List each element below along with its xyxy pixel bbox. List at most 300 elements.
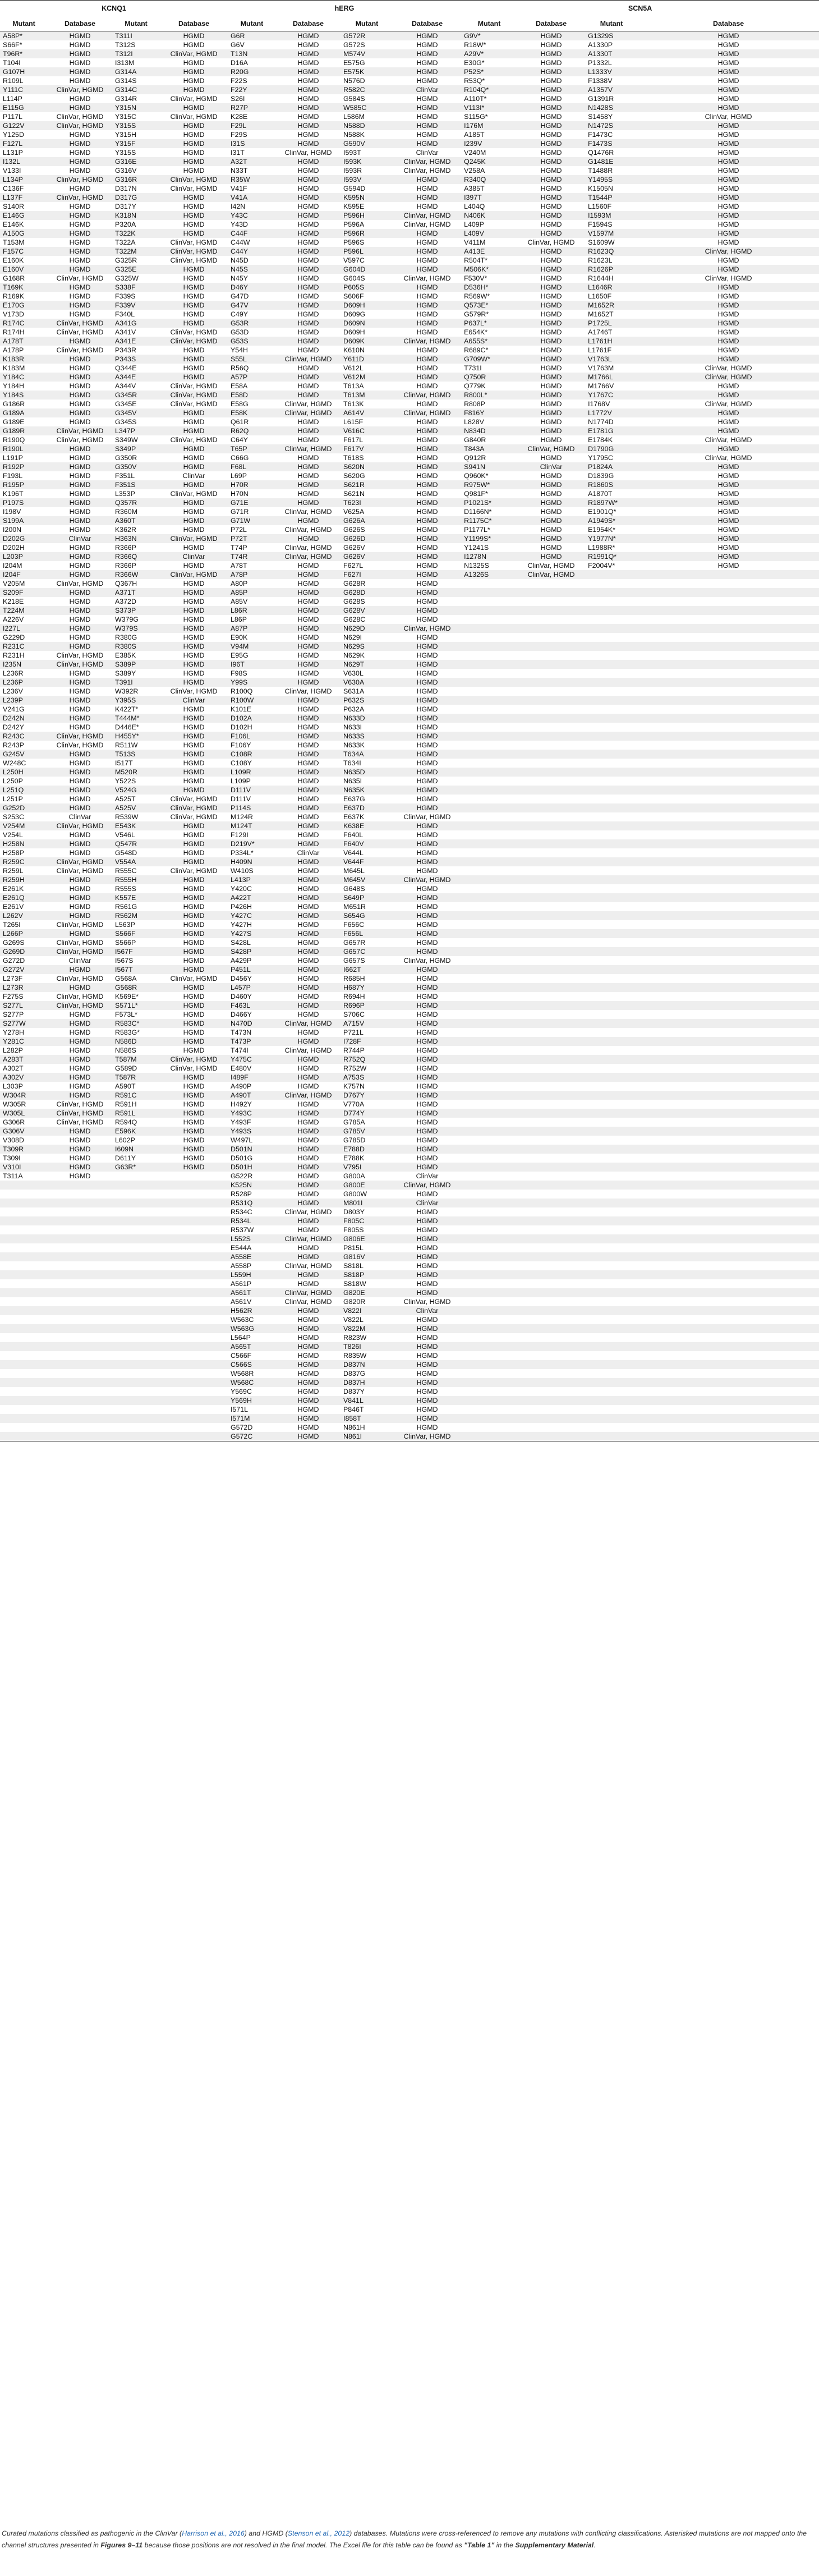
- mutant-cell: [0, 1387, 48, 1396]
- mutant-cell: D609K: [341, 337, 393, 346]
- table-row: [0, 1396, 819, 1405]
- database-cell: [160, 1324, 228, 1333]
- database-cell: [638, 768, 819, 777]
- mutant-cell: G6V: [228, 40, 276, 49]
- mutant-cell: [461, 1432, 517, 1441]
- database-cell: [517, 920, 585, 929]
- mutant-cell: R555H: [112, 875, 160, 884]
- mutant-cell: G820R: [341, 1297, 393, 1306]
- mutant-cell: N629I: [341, 633, 393, 642]
- mutant-cell: W568C: [228, 1378, 276, 1387]
- mutant-cell: Y1795C: [585, 453, 638, 462]
- mutant-cell: D609H: [341, 328, 393, 337]
- database-cell: HGMD: [393, 669, 461, 678]
- table-row: [0, 480, 819, 489]
- database-cell: ClinVar, HGMD: [160, 534, 228, 543]
- database-cell: ClinVar, HGMD: [48, 1118, 112, 1127]
- database-cell: HGMD: [276, 561, 341, 570]
- mutant-cell: N586S: [112, 1046, 160, 1055]
- mutant-cell: R109L: [0, 76, 48, 85]
- mutant-cell: A57P: [228, 373, 276, 382]
- database-cell: [638, 1037, 819, 1046]
- mutant-cell: [0, 1315, 48, 1324]
- mutant-cell: M645L: [341, 866, 393, 875]
- database-cell: HGMD: [276, 947, 341, 956]
- mutant-cell: [112, 1360, 160, 1369]
- mutant-cell: A85V: [228, 597, 276, 606]
- mutant-cell: F1338V: [585, 76, 638, 85]
- database-cell: HGMD: [393, 1010, 461, 1019]
- database-cell: [48, 1423, 112, 1432]
- mutant-cell: D102A: [228, 714, 276, 723]
- database-cell: HGMD: [517, 417, 585, 426]
- mutant-cell: G785A: [341, 1118, 393, 1127]
- database-cell: HGMD: [517, 534, 585, 543]
- database-cell: HGMD: [48, 561, 112, 570]
- database-cell: HGMD: [48, 1046, 112, 1055]
- database-cell: HGMD: [393, 471, 461, 480]
- mutant-cell: S621R: [341, 480, 393, 489]
- mutant-cell: T843A: [461, 444, 517, 453]
- mutant-cell: G785V: [341, 1127, 393, 1136]
- mutant-cell: V113I*: [461, 103, 517, 112]
- database-cell: HGMD: [393, 893, 461, 902]
- mutant-cell: I397T: [461, 193, 517, 202]
- table-row: [0, 615, 819, 624]
- mutant-cell: I227L: [0, 624, 48, 633]
- database-cell: HGMD: [393, 1145, 461, 1154]
- mutant-cell: L586M: [341, 112, 393, 121]
- mutant-cell: L602P: [112, 1136, 160, 1145]
- mutant-cell: [585, 579, 638, 588]
- mutant-cell: D242Y: [0, 723, 48, 732]
- database-cell: ClinVar, HGMD: [48, 660, 112, 669]
- database-cell: HGMD: [160, 408, 228, 417]
- mutant-cell: T322K: [112, 229, 160, 238]
- database-cell: HGMD: [276, 1181, 341, 1190]
- column-header-database: Database: [160, 16, 228, 31]
- database-cell: HGMD: [393, 1118, 461, 1127]
- database-cell: HGMD: [276, 597, 341, 606]
- mutant-cell: V241G: [0, 705, 48, 714]
- caption-reference-link[interactable]: Stenson et al., 2012: [287, 2529, 350, 2537]
- database-cell: HGMD: [393, 570, 461, 579]
- mutant-cell: V310I: [0, 1163, 48, 1172]
- table-row: [0, 453, 819, 462]
- mutant-cell: E1954K*: [585, 525, 638, 534]
- database-cell: [638, 642, 819, 651]
- mutant-cell: M124R: [228, 812, 276, 821]
- mutant-cell: D317Y: [112, 202, 160, 211]
- mutant-cell: R583G*: [112, 1028, 160, 1037]
- database-cell: HGMD: [276, 426, 341, 435]
- database-cell: HGMD: [160, 606, 228, 615]
- table-row: [0, 31, 819, 41]
- mutant-cell: R243P: [0, 741, 48, 750]
- database-cell: HGMD: [517, 507, 585, 516]
- mutant-cell: K183M: [0, 364, 48, 373]
- mutant-cell: I1593M: [585, 211, 638, 220]
- database-cell: [517, 1297, 585, 1306]
- database-cell: HGMD: [393, 462, 461, 471]
- mutant-cell: N406K: [461, 211, 517, 220]
- database-cell: HGMD: [638, 121, 819, 130]
- mutant-cell: G709W*: [461, 355, 517, 364]
- database-cell: [517, 1127, 585, 1136]
- mutant-cell: R504T*: [461, 256, 517, 265]
- database-cell: HGMD: [160, 480, 228, 489]
- mutant-cell: H492Y: [228, 1100, 276, 1109]
- database-cell: ClinVar, HGMD: [160, 795, 228, 803]
- table-row: [0, 507, 819, 516]
- database-cell: HGMD: [393, 202, 461, 211]
- database-cell: [638, 795, 819, 803]
- mutant-cell: Y315F: [112, 139, 160, 148]
- column-header-mutant: Mutant: [228, 16, 276, 31]
- mutant-cell: A341E: [112, 337, 160, 346]
- database-cell: HGMD: [48, 202, 112, 211]
- database-cell: [638, 1252, 819, 1261]
- database-cell: HGMD: [48, 543, 112, 552]
- mutant-cell: A1870T: [585, 489, 638, 498]
- database-cell: HGMD: [48, 1073, 112, 1082]
- table-row: [0, 1001, 819, 1010]
- database-cell: HGMD: [276, 1387, 341, 1396]
- database-cell: HGMD: [638, 417, 819, 426]
- table-row: [0, 274, 819, 283]
- mutant-cell: S620G: [341, 471, 393, 480]
- mutant-cell: [461, 947, 517, 956]
- mutant-cell: A185T: [461, 130, 517, 139]
- mutant-cell: T731I: [461, 364, 517, 373]
- mutant-cell: [461, 983, 517, 992]
- database-cell: [638, 884, 819, 893]
- mutant-cell: N1774D: [585, 417, 638, 426]
- mutant-cell: [461, 687, 517, 696]
- database-cell: HGMD: [276, 283, 341, 292]
- mutant-cell: I1768V: [585, 400, 638, 408]
- table-body: [0, 31, 819, 1441]
- database-cell: HGMD: [393, 1109, 461, 1118]
- mutant-cell: [585, 597, 638, 606]
- mutant-cell: Y420C: [228, 884, 276, 893]
- mutant-cell: [461, 1118, 517, 1127]
- database-cell: HGMD: [276, 256, 341, 265]
- mutant-cell: G626V: [341, 543, 393, 552]
- database-cell: HGMD: [276, 705, 341, 714]
- mutant-cell: D774Y: [341, 1109, 393, 1118]
- table-row: [0, 570, 819, 579]
- database-cell: ClinVar, HGMD: [160, 94, 228, 103]
- database-cell: HGMD: [160, 355, 228, 364]
- database-cell: [638, 570, 819, 579]
- mutant-cell: I204M: [0, 561, 48, 570]
- database-cell: HGMD: [276, 642, 341, 651]
- database-cell: [517, 615, 585, 624]
- mutant-cell: I662T: [341, 965, 393, 974]
- mutant-cell: I593V: [341, 175, 393, 184]
- database-cell: [638, 1279, 819, 1288]
- mutant-cell: F805C: [341, 1216, 393, 1225]
- table-row: [0, 1082, 819, 1091]
- mutant-cell: R569W*: [461, 292, 517, 301]
- database-cell: HGMD: [276, 1423, 341, 1432]
- database-cell: HGMD: [160, 983, 228, 992]
- database-cell: ClinVar: [160, 696, 228, 705]
- database-cell: ClinVar, HGMD: [276, 1207, 341, 1216]
- database-cell: [160, 1378, 228, 1387]
- database-cell: HGMD: [160, 768, 228, 777]
- mutant-cell: [461, 1028, 517, 1037]
- mutant-cell: F656L: [341, 929, 393, 938]
- mutant-cell: [461, 830, 517, 839]
- mutant-cell: G122V: [0, 121, 48, 130]
- database-cell: ClinVar, HGMD: [276, 444, 341, 453]
- mutant-cell: I858T: [341, 1414, 393, 1423]
- database-cell: [48, 1369, 112, 1378]
- mutant-cell: Y493C: [228, 1109, 276, 1118]
- database-cell: HGMD: [160, 193, 228, 202]
- mutant-cell: [461, 803, 517, 812]
- mutant-cell: V524G: [112, 786, 160, 795]
- mutant-cell: Y475C: [228, 1055, 276, 1064]
- mutant-cell: [585, 669, 638, 678]
- mutant-cell: W305R: [0, 1100, 48, 1109]
- database-cell: ClinVar, HGMD: [638, 400, 819, 408]
- database-cell: HGMD: [517, 193, 585, 202]
- mutant-cell: [0, 1378, 48, 1387]
- database-cell: ClinVar, HGMD: [393, 166, 461, 175]
- database-cell: HGMD: [276, 112, 341, 121]
- mutant-cell: K595E: [341, 202, 393, 211]
- database-cell: HGMD: [48, 355, 112, 364]
- mutant-cell: [585, 588, 638, 597]
- database-cell: [517, 588, 585, 597]
- database-cell: HGMD: [276, 750, 341, 759]
- database-cell: HGMD: [393, 1423, 461, 1432]
- database-cell: ClinVar, HGMD: [160, 1064, 228, 1073]
- mutant-cell: [585, 1369, 638, 1378]
- database-cell: [638, 1118, 819, 1127]
- mutant-cell: L69P: [228, 471, 276, 480]
- database-cell: HGMD: [160, 1037, 228, 1046]
- database-cell: HGMD: [48, 516, 112, 525]
- mutant-cell: C136F: [0, 184, 48, 193]
- database-cell: HGMD: [517, 453, 585, 462]
- database-cell: HGMD: [638, 94, 819, 103]
- database-cell: HGMD: [48, 373, 112, 382]
- mutant-cell: R231H: [0, 651, 48, 660]
- mutant-cell: [112, 1342, 160, 1351]
- database-cell: HGMD: [638, 67, 819, 76]
- mutant-cell: D501G: [228, 1154, 276, 1163]
- mutant-cell: [585, 723, 638, 732]
- mutant-cell: S26I: [228, 94, 276, 103]
- mutant-cell: [112, 1333, 160, 1342]
- mutant-cell: P117L: [0, 112, 48, 121]
- database-cell: HGMD: [276, 1378, 341, 1387]
- mutant-cell: T613A: [341, 382, 393, 391]
- mutant-cell: [461, 597, 517, 606]
- database-cell: HGMD: [393, 857, 461, 866]
- mutant-cell: G800A: [341, 1172, 393, 1181]
- mutant-cell: [461, 1019, 517, 1028]
- database-cell: HGMD: [160, 651, 228, 660]
- mutant-cell: L191P: [0, 453, 48, 462]
- mutant-cell: S209F: [0, 588, 48, 597]
- database-cell: HGMD: [638, 444, 819, 453]
- mutant-cell: [461, 1207, 517, 1216]
- mutant-cell: L266P: [0, 929, 48, 938]
- database-cell: HGMD: [276, 1279, 341, 1288]
- mutant-cell: G800W: [341, 1190, 393, 1199]
- mutant-cell: [585, 1306, 638, 1315]
- database-cell: HGMD: [276, 821, 341, 830]
- table-row: [0, 830, 819, 839]
- table-row: [0, 732, 819, 741]
- mutant-cell: F98S: [228, 669, 276, 678]
- database-cell: ClinVar, HGMD: [276, 1091, 341, 1100]
- database-cell: HGMD: [276, 1360, 341, 1369]
- database-cell: HGMD: [276, 803, 341, 812]
- database-cell: HGMD: [517, 426, 585, 435]
- mutant-cell: G306R: [0, 1118, 48, 1127]
- mutant-cell: S199A: [0, 516, 48, 525]
- mutant-cell: I593K: [341, 157, 393, 166]
- database-cell: HGMD: [393, 1414, 461, 1423]
- database-cell: [517, 579, 585, 588]
- table-row: [0, 678, 819, 687]
- database-cell: ClinVar, HGMD: [276, 525, 341, 534]
- mutant-cell: M1652R: [585, 301, 638, 310]
- database-cell: [517, 1324, 585, 1333]
- mutant-cell: P815L: [341, 1243, 393, 1252]
- database-cell: HGMD: [276, 247, 341, 256]
- mutant-cell: V841L: [341, 1396, 393, 1405]
- database-cell: HGMD: [393, 1046, 461, 1055]
- mutant-cell: C108Y: [228, 759, 276, 768]
- mutant-cell: N629T: [341, 660, 393, 669]
- database-cell: HGMD: [276, 382, 341, 391]
- database-cell: HGMD: [276, 911, 341, 920]
- mutant-cell: R195P: [0, 480, 48, 489]
- database-cell: HGMD: [276, 346, 341, 355]
- mutant-cell: [461, 1010, 517, 1019]
- mutant-cell: D837G: [341, 1369, 393, 1378]
- mutant-cell: E261Q: [0, 893, 48, 902]
- database-cell: [160, 1297, 228, 1306]
- table-row: [0, 1405, 819, 1414]
- mutant-cell: A1746T: [585, 328, 638, 337]
- database-cell: HGMD: [160, 1163, 228, 1172]
- mutant-cell: R583C*: [112, 1019, 160, 1028]
- mutant-cell: [585, 615, 638, 624]
- database-cell: [160, 1333, 228, 1342]
- mutant-cell: G189R: [0, 426, 48, 435]
- mutant-cell: A590T: [112, 1082, 160, 1091]
- mutant-cell: [0, 1181, 48, 1190]
- database-cell: HGMD: [160, 85, 228, 94]
- database-cell: HGMD: [160, 1082, 228, 1091]
- mutant-cell: [585, 795, 638, 803]
- mutant-cell: G572D: [228, 1423, 276, 1432]
- mutant-cell: A150G: [0, 229, 48, 238]
- database-cell: [517, 1055, 585, 1064]
- mutant-cell: F2004V*: [585, 561, 638, 570]
- mutant-cell: C44W: [228, 238, 276, 247]
- database-cell: HGMD: [160, 130, 228, 139]
- mutant-cell: D609G: [341, 310, 393, 319]
- mutant-cell: L1772V: [585, 408, 638, 417]
- database-cell: HGMD: [517, 319, 585, 328]
- database-cell: HGMD: [393, 40, 461, 49]
- mutant-cell: [461, 786, 517, 795]
- mutant-cell: [585, 1405, 638, 1414]
- table-row: [0, 1028, 819, 1037]
- mutant-cell: G316R: [112, 175, 160, 184]
- mutant-cell: D456Y: [228, 974, 276, 983]
- mutant-cell: G840R: [461, 435, 517, 444]
- database-cell: HGMD: [517, 94, 585, 103]
- mutant-cell: [0, 1432, 48, 1441]
- database-cell: [517, 1091, 585, 1100]
- mutant-cell: N1325S: [461, 561, 517, 570]
- database-cell: HGMD: [276, 76, 341, 85]
- database-cell: [160, 1190, 228, 1199]
- database-cell: [48, 1207, 112, 1216]
- mutant-cell: [461, 759, 517, 768]
- database-cell: HGMD: [393, 112, 461, 121]
- database-cell: HGMD: [638, 40, 819, 49]
- mutant-cell: G316E: [112, 157, 160, 166]
- database-cell: ClinVar, HGMD: [638, 112, 819, 121]
- database-cell: HGMD: [393, 94, 461, 103]
- database-cell: [160, 1360, 228, 1369]
- database-cell: HGMD: [160, 301, 228, 310]
- mutant-cell: [461, 777, 517, 786]
- database-cell: HGMD: [48, 471, 112, 480]
- database-cell: HGMD: [276, 974, 341, 983]
- table-row: [0, 588, 819, 597]
- mutant-cell: T613K: [341, 400, 393, 408]
- mutant-cell: [585, 938, 638, 947]
- mutant-cell: [585, 848, 638, 857]
- caption-reference-link[interactable]: Harrison et al., 2016: [182, 2529, 245, 2537]
- mutant-cell: [585, 1100, 638, 1109]
- mutant-cell: N834D: [461, 426, 517, 435]
- database-cell: HGMD: [160, 848, 228, 857]
- mutant-cell: L347P: [112, 426, 160, 435]
- database-cell: HGMD: [48, 31, 112, 41]
- mutant-cell: R380G: [112, 633, 160, 642]
- table-row: [0, 417, 819, 426]
- mutant-cell: R366P: [112, 543, 160, 552]
- database-cell: ClinVar, HGMD: [48, 121, 112, 130]
- database-cell: HGMD: [160, 525, 228, 534]
- database-cell: HGMD: [48, 525, 112, 534]
- mutant-cell: L552S: [228, 1234, 276, 1243]
- mutant-cell: [461, 1073, 517, 1082]
- mutant-cell: [461, 651, 517, 660]
- database-cell: [517, 624, 585, 633]
- mutant-cell: D501H: [228, 1163, 276, 1172]
- database-cell: HGMD: [48, 211, 112, 220]
- table-row: [0, 1261, 819, 1270]
- mutant-cell: [461, 1216, 517, 1225]
- database-cell: [48, 1252, 112, 1261]
- table-row: [0, 193, 819, 202]
- mutant-cell: [461, 669, 517, 678]
